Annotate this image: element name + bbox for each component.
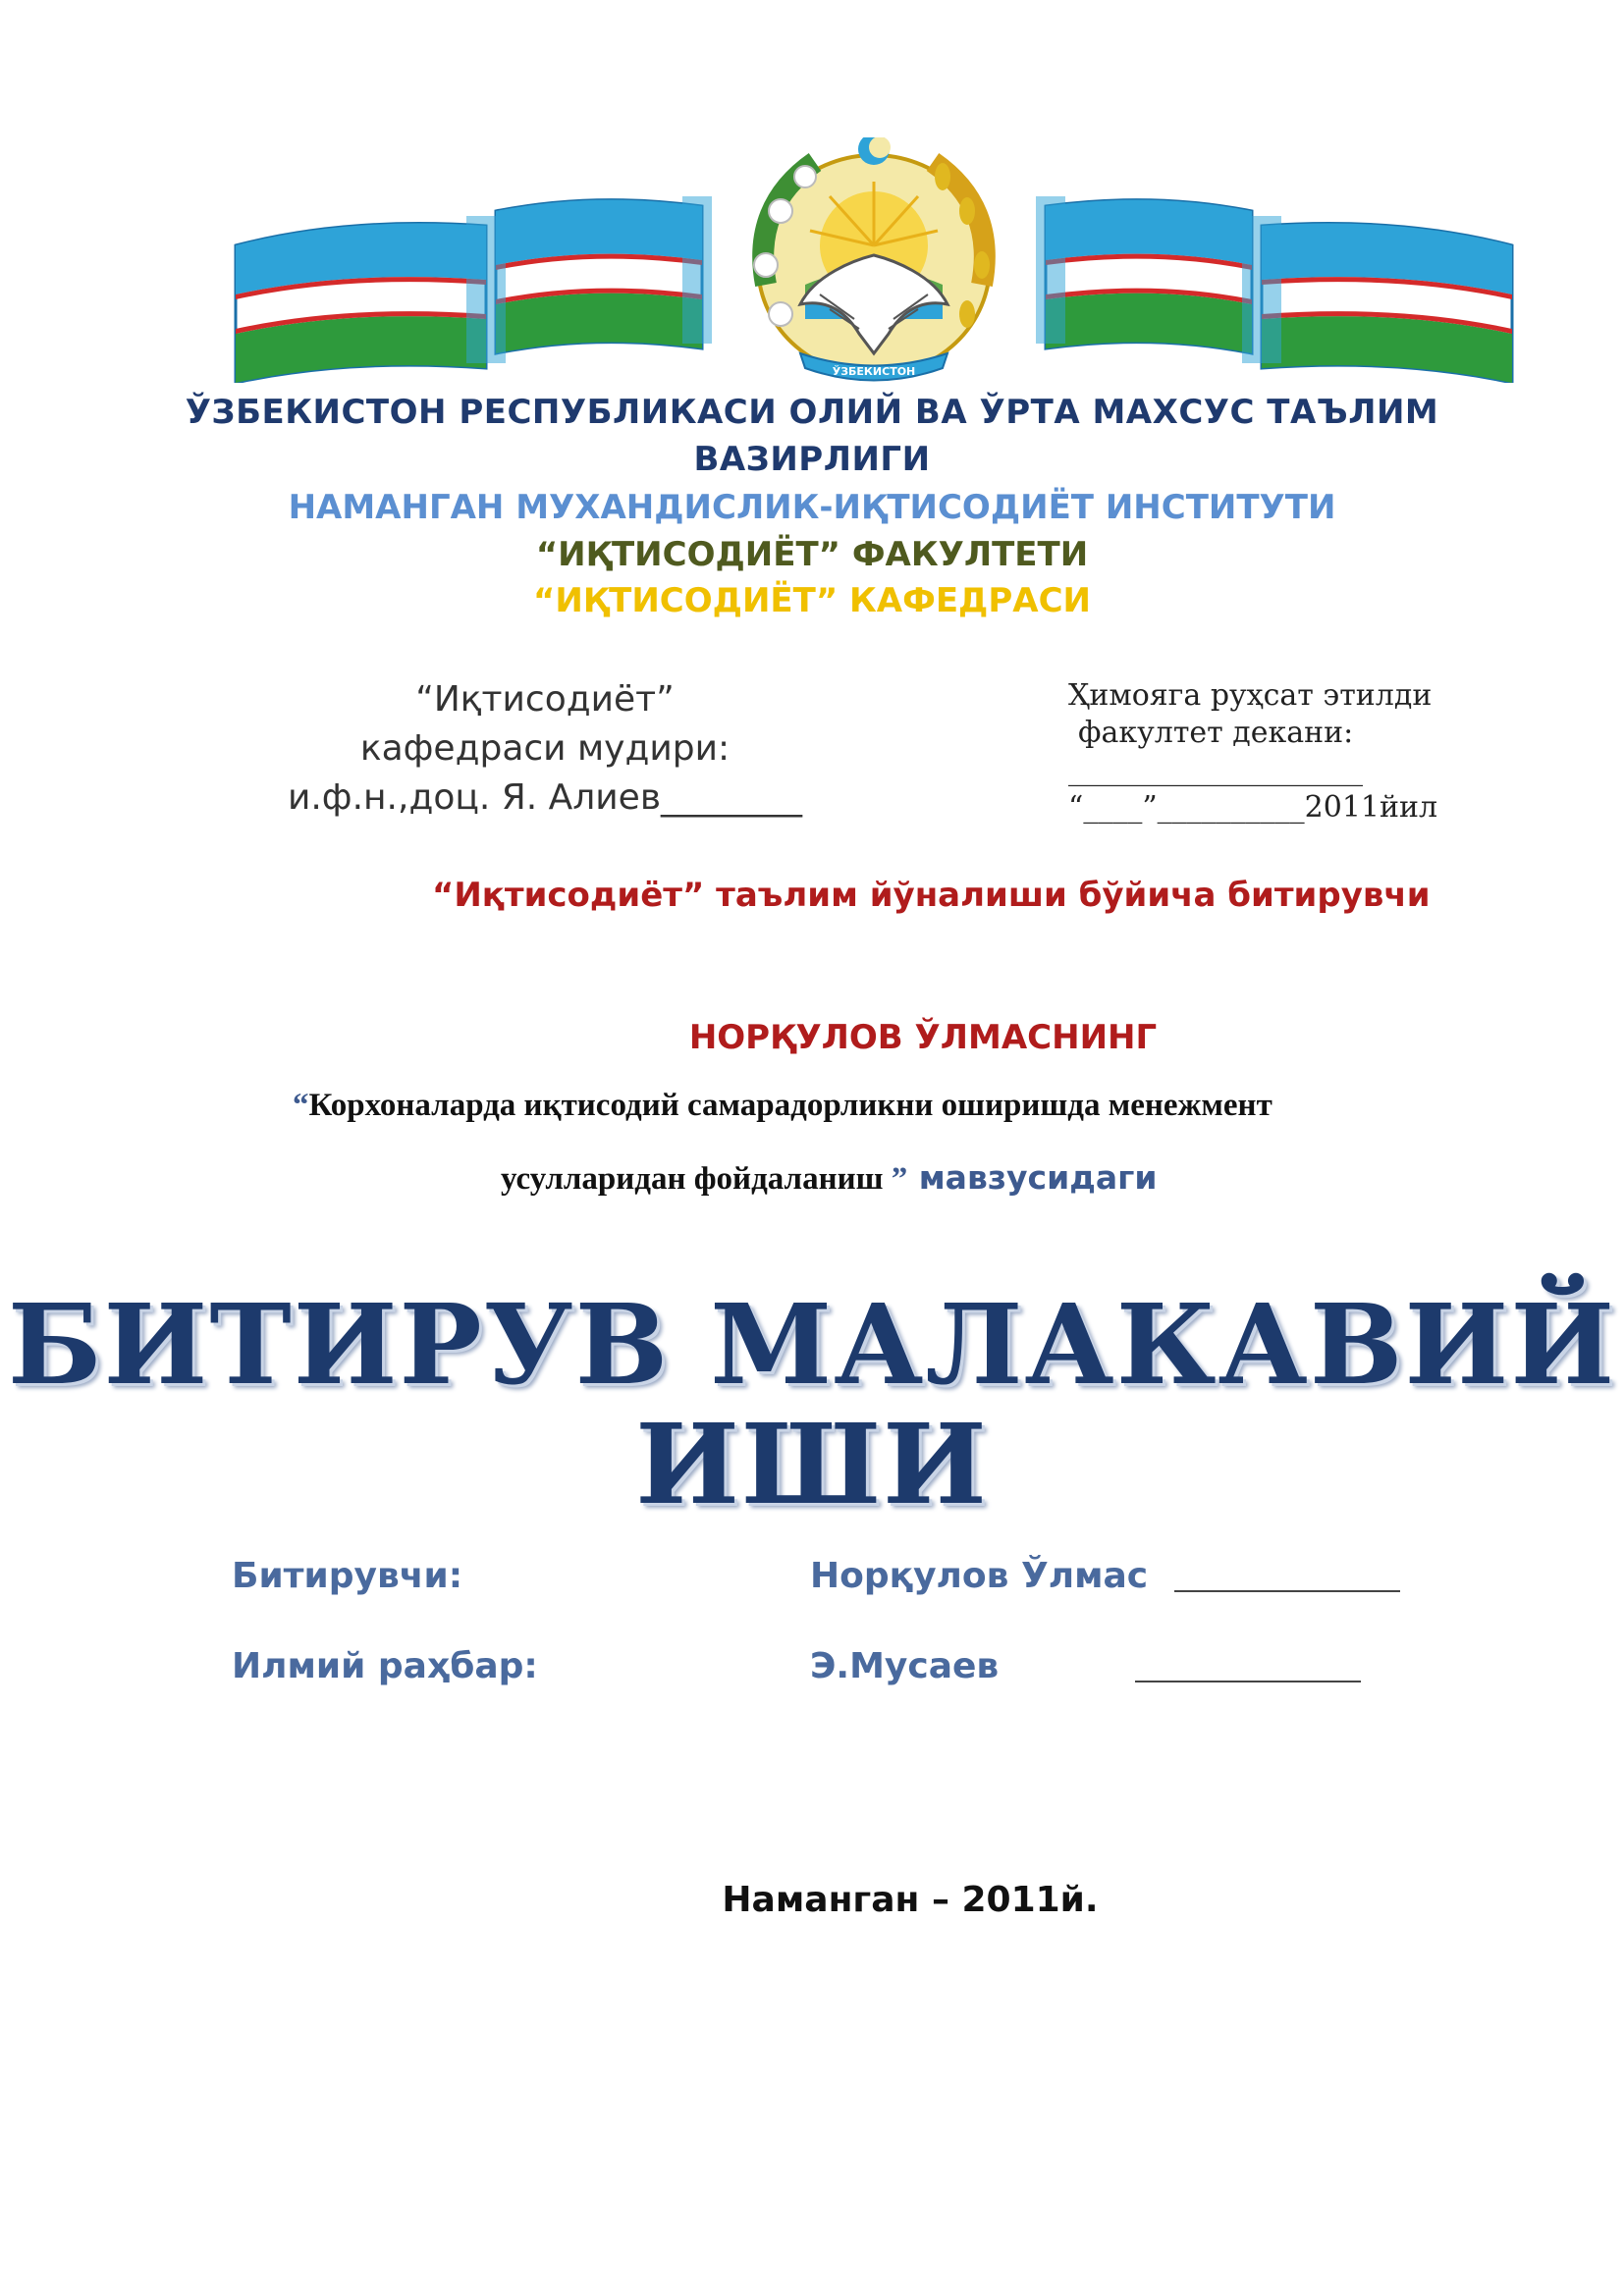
left-flag-ribbons — [236, 196, 712, 383]
supervisor-label: Илмий раҳбар: — [232, 1646, 538, 1686]
right-flag-ribbons — [1036, 196, 1512, 383]
topic-text-line2: усулларидан фойдаланиш — [501, 1161, 892, 1197]
student-name: НОРҚУЛОВ ЎЛМАСНИНГ — [688, 1018, 1158, 1057]
direction-line: “Иқтисодиёт” таълим йўналиши бўйича битирувчи — [432, 876, 1431, 915]
thesis-title-line2: ИШИ — [635, 1401, 989, 1529]
institute-title: НАМАНГАН МУХАНДИСЛИК-ИҚТИСОДИЁТ ИНСТИТУТИ — [288, 488, 1336, 527]
emblem-icon — [754, 137, 990, 381]
svg-text:ЎЗБЕКИСТОН: ЎЗБЕКИСТОН — [832, 365, 916, 378]
topic-text-line1: Корхоналарда иқтисодий самарадорликни оширишда менежмент — [308, 1088, 1272, 1123]
topic-close-quote: ” — [891, 1161, 908, 1197]
faculty-title: “ИҚТИСОДИЁТ” ФАКУЛТЕТИ — [535, 535, 1089, 574]
topic-line2 — [501, 1158, 1581, 1198]
approval-right-line2: факултет декани: — [1078, 716, 1354, 750]
approval-left-line1: “Иқтисодиёт” — [415, 679, 675, 720]
supervisor-signature-line — [1135, 1681, 1361, 1682]
graduate-label: Битирувчи: — [232, 1556, 463, 1596]
dean-approval — [1068, 677, 1540, 827]
approval-left-line2: кафедраси мудири: — [359, 728, 731, 769]
ministry-title-line2: ВАЗИРЛИГИ — [693, 440, 931, 479]
city-year: Наманган – 2011й. — [722, 1880, 1099, 1920]
graduate-name: Норқулов Ўлмас — [810, 1556, 1149, 1596]
graduate-signature-line — [1174, 1590, 1400, 1592]
state-emblem-with-flags — [231, 137, 1517, 383]
topic-suffix: мавзусидаги — [907, 1158, 1158, 1197]
topic-line1 — [293, 1088, 1569, 1124]
supervisor-name: Э.Мусаев — [810, 1646, 1000, 1686]
approval-right-line1: Ҳимояга руҳсат этилди — [1068, 678, 1433, 713]
department-head-approval — [241, 675, 849, 823]
approval-right-line3: ____________________ — [1068, 753, 1363, 787]
approval-left-line3: и.ф.н.,доц. Я. Алиев________ — [287, 777, 803, 818]
department-title: “ИҚТИСОДИЁТ” КАФЕДРАСИ — [533, 581, 1091, 620]
thesis-title-line1: БИТИРУВ МАЛАКАВИЙ — [7, 1281, 1617, 1410]
ministry-title-line1: ЎЗБЕКИСТОН РЕСПУБЛИКАСИ ОЛИЙ ВА ЎРТА МАХСУС ТАЪЛИМ — [185, 393, 1439, 432]
approval-right-line4: “____”__________2011йил — [1068, 790, 1438, 825]
topic-open-quote: “ — [293, 1088, 309, 1123]
emblem-flag-illustration — [231, 137, 1517, 383]
